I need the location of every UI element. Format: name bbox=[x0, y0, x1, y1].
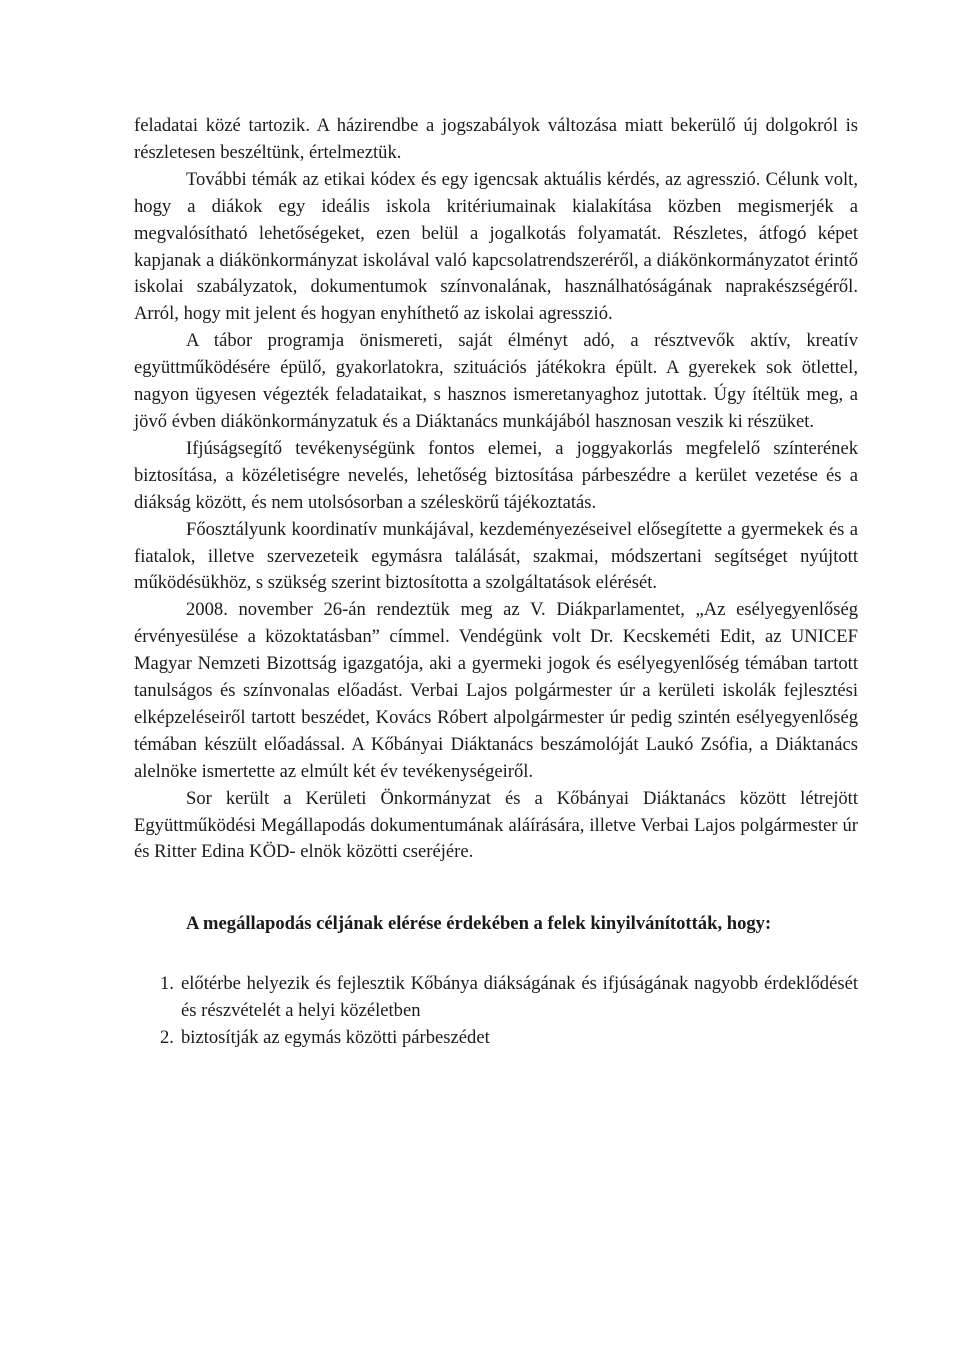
paragraph-youth-support: Ifjúságsegítő tevékenységünk fontos elemei, a joggyakorlás megfelelő színterének biztosítása, a közéletiségre nevelés, lehetőség biztosítása párbeszédre a kerület vezetése és a diákság között, és nem utolsósorban a széleskörű tájékoztatás. bbox=[134, 437, 858, 513]
list-item-text: előtérbe helyezik és fejlesztik Kőbánya diákságának és ifjúságának nagyobb érdeklődését és részvételét a helyi közéletben bbox=[181, 973, 858, 1022]
list-item-text: biztosítják az egymás közötti párbeszédet bbox=[181, 1027, 490, 1049]
list-item bbox=[134, 1025, 858, 1052]
section-heading: A megállapodás céljának elérése érdekében a felek kinyilvánították, hogy: bbox=[186, 913, 772, 935]
paragraph-agreement: Sor került a Kerületi Önkormányzat és a Kőbányai Diáktanács között létrejött Együttműködési Megállapodás dokumentumának aláírására, illetve Verbai Lajos polgármester úr és Ritter Edina KÖD- elnök közötti cseréjére. bbox=[134, 787, 858, 863]
list-item bbox=[134, 971, 858, 1025]
document-page bbox=[134, 113, 858, 1052]
list-item-number: 2. bbox=[160, 1027, 174, 1049]
paragraph-student-parliament: 2008. november 26-án rendeztük meg az V. Diákparlamentet, „Az esélyegyenlőség érvényesülése a közoktatásban” címmel. Vendégünk volt Dr. Kecskeméti Edit, az UNICEF Magyar Nemzeti Bizottság igazgatója, aki a gyermeki jogok és esélyegyenlőség témában tartott tanulságos és színvonalas előadást. Verbai Lajos polgármester úr a kerületi iskolák fejlesztési elképzeléseiről tartott beszédet, Kovács Róbert alpolgármester úr pedig szintén esélyegyenlőség témában készült előadással. A Kőbányai Diáktanács beszámolóját Laukó Zsófia, a Diáktanács alelnöke ismertette az elmúlt két év tevékenységeiről. bbox=[134, 599, 858, 782]
paragraph-department-work: Főosztályunk koordinatív munkájával, kezdeményezéseivel elősegítette a gyermekek és a fiatalok, illetve szervezeteik egymásra találását, szakmai, módszertani segítséget nyújtott működésükhöz, s szükség szerint biztosította a szolgáltatások elérését. bbox=[134, 518, 858, 594]
paragraph-topics: További témák az etikai kódex és egy igencsak aktuális kérdés, az agresszió. Célunk volt, hogy a diákok egy ideális iskola kritériumainak kialakítása közben megismerjék a megvalósítható lehetőségeket, ezen belül a jogalkotás folyamatát. Részletes, átfogó képet kapjanak a diákönkormányzat iskolával való kapcsolatrendszeréről, a diákönkormányzatot érintő iskolai szabályzatok, dokumentumok színvonalának, használhatóságának naprakészségéről. Arról, hogy mit jelent és hogyan enyhíthető az iskolai agresszió. bbox=[134, 168, 858, 325]
paragraph-continuation: feladatai közé tartozik. A házirendbe a jogszabályok változása miatt bekerülő új dolgokról is részletesen beszéltünk, értelmeztük. bbox=[134, 115, 858, 163]
goals-list bbox=[134, 971, 858, 1052]
list-item-number: 1. bbox=[160, 973, 174, 995]
paragraph-camp-program: A tábor programja önismereti, saját élményt adó, a résztvevők aktív, kreatív együttműködésére épülő, gyakorlatokra, szituációs játékokra épült. A gyerekek sok ötlettel, nagyon ügyesen végezték feladataikat, s hasznos ismeretanyaghoz jutottak. Úgy ítéltük meg, a jövő évben diákönkormányzatuk és a Diáktanács munkájából hasznosan veszik ki részüket. bbox=[134, 330, 858, 432]
